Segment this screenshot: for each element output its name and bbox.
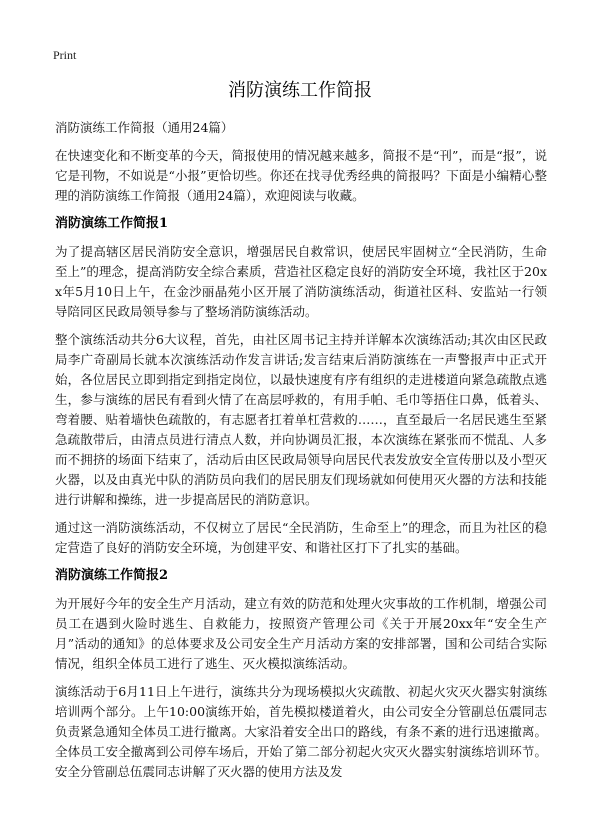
document-body: [55, 118, 547, 790]
section-paragraph: 整个演练活动共分6大议程，首先，由社区周书记主持并详解本次演练活动;其次由区民政局李广奇副局长就本次演练活动作发言讲话;发言结束后消防演练在一声警报声中正式开始，各位居民立即到指定到指定岗位，以最快速度有序有组织的走进楼道向紧急疏散点逃生，参与演练的居民有看到火情了在高层呼救的，有用手帕、毛巾等捂住口鼻，低着头、弯着腰、贴着墙快色疏散的，有志愿者扛着单杠营救的……，直至最后一名居民逃生至紧急疏散带后，由清点员进行清点人数，并向协调员汇报，本次演练在紧张而不慌乱、人多而不拥挤的场面下结束了，活动后由区民政局领导向居民代表发放安全宣传册以及小型灭火器，以及由真光中队的消防员向我们的居民朋友们现场就如何使用灭火器的方法和技能进行讲解和操练，进一步提高居民的消防意识。: [55, 332, 547, 507]
section-1: [55, 214, 547, 558]
section-2: [55, 566, 547, 782]
section-paragraph: 通过这一消防演练活动，不仅树立了居民“全民消防，生命至上”的理念，而且为社区的稳定营造了良好的消防安全环境，为创建平安、和谐社区打下了扎实的基础。: [55, 520, 547, 555]
section-heading: 消防演练工作简报2: [55, 568, 169, 583]
intro-paragraph: 在快速变化和不断变革的今天，简报使用的情况越来越多，简报不是“刊”，而是“报”，说它是刊物，不如说是“小报”更恰切些。你还在找寻优秀经典的简报吗？下面是小编精心整理的消防演练工作简报（通用24篇），欢迎阅读与收藏。: [55, 148, 547, 203]
section-paragraph: 演练活动于6月11日上午进行，演练共分为现场模拟火灾疏散、初起火灾灭火器实射演练培训两个部分。上午10:00演练开始，首先模拟楼道着火，由公司安全分管副总伍震同志负责紧急通知全体员工进行撤离。大家沿着安全出口的路线，有条不紊的进行迅速撤离。全体员工安全撤离到公司停车场后，开始了第二部分初起火灾灭火器实射演练培训环节。安全分管副总伍震同志讲解了灭火器的使用方法及发: [55, 684, 547, 779]
section-paragraph: 为了提高辖区居民消防安全意识，增强居民自救常识，使居民牢固树立“全民消防，生命至上”的理念，提高消防安全综合素质，营造社区稳定良好的消防安全环境，我社区于20xx年5月10日上午，在金沙丽晶苑小区开展了消防演练活动，街道社区科、安监站一行领导陪同区民政局领导参与了整场消防演练活动。: [55, 244, 547, 319]
document-title: 消防演练工作简报: [228, 80, 372, 101]
document-subtitle: 消防演练工作简报（通用24篇）: [55, 120, 234, 135]
section-heading: 消防演练工作简报1: [55, 216, 169, 231]
print-label: Print: [53, 48, 77, 62]
section-paragraph: 为开展好今年的安全生产月活动，建立有效的防范和处理火灾事故的工作机制，增强公司员工在遇到火险时逃生、自救能力，按照资产管理公司《关于开展20xx年“安全生产月”活动的通知》的总体要求及公司安全生产月活动方案的安排部署，国和公司结合实际情况，组织全体员工进行了逃生、灭火模拟演练活动。: [55, 596, 547, 671]
